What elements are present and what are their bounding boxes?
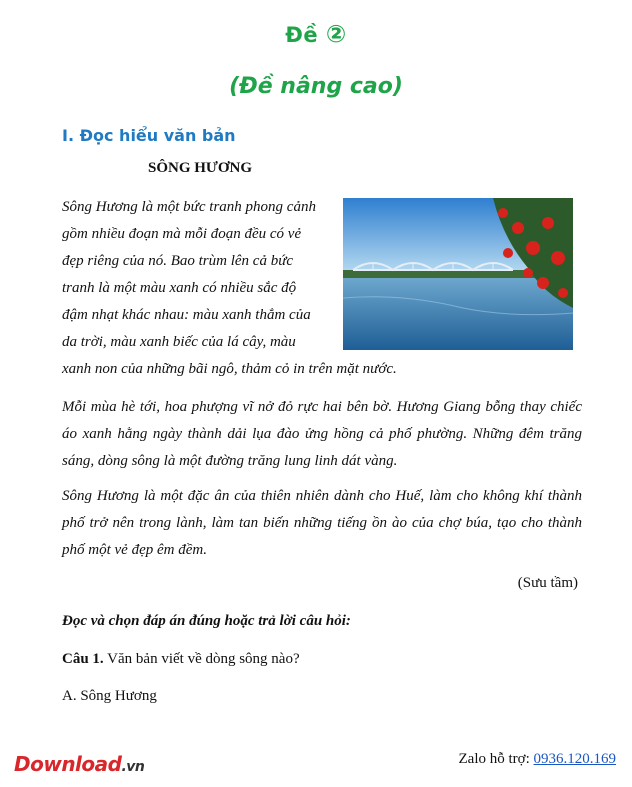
reading-title: SÔNG HƯƠNG	[148, 160, 253, 176]
support-contact	[459, 751, 617, 768]
paragraph-1-line: Sông Hương là một bức tranh phong cảnh	[62, 199, 316, 215]
question-1-option-a: A. Sông Hương	[62, 688, 157, 704]
exam-number: ②	[325, 20, 347, 48]
download-logo[interactable]	[14, 752, 144, 776]
river-photo	[343, 198, 573, 350]
paragraph-2: Mỗi mùa hè tới, hoa phượng vĩ nở đỏ rực hai bên bờ. Hương Giang bỗng thay chiếc áo xanh hằng ngày thành dải lụa đào ửng hồng cả phố phường. Những đêm trăng sáng, dòng sông là một đường trăng lung linh dát vàng.	[62, 399, 582, 469]
paragraph-1-line: da trời, màu xanh biếc của lá cây, màu	[62, 334, 296, 350]
river-photo-illustration	[343, 198, 573, 350]
question-1-text: Văn bản viết về dòng sông nào?	[107, 651, 300, 667]
paragraph-1-line: tranh là một màu xanh có nhiều sắc độ	[62, 280, 297, 296]
exam-title-label: Đề	[285, 23, 319, 47]
paragraph-1-line: gồm nhiều đoạn mà mỗi đoạn đều có vẻ	[62, 226, 302, 242]
support-label: Zalo hỗ trợ:	[458, 751, 530, 767]
exam-subtitle: (Đề nâng cao)	[229, 74, 403, 99]
question-instruction: Đọc và chọn đáp án đúng hoặc trả lời câu hỏi:	[62, 613, 351, 629]
exam-title	[0, 20, 632, 48]
paragraph-3: Sông Hương là một đặc ân của thiên nhiên dành cho Huế, làm cho không khí thành phố trở nên trong lành, làm tan biến những tiếng ồn ào của chợ búa, tạo cho thành phố một vẻ đẹp êm đềm.	[62, 488, 582, 558]
logo-main: Download	[14, 752, 122, 776]
paragraph-1-line: đậm nhạt khác nhau: màu xanh thẳm của	[62, 307, 311, 323]
question-1-label: Câu 1.	[62, 651, 104, 667]
question-1	[62, 651, 300, 668]
logo-suffix: .vn	[121, 759, 145, 775]
paragraph-1	[62, 194, 334, 356]
source-note: (Sưu tầm)	[517, 575, 578, 591]
section-heading: I. Đọc hiểu văn bản	[62, 126, 236, 145]
paragraph-1-tail: xanh non của những bãi ngô, thảm cỏ in trên mặt nước.	[62, 361, 397, 377]
paragraph-1-line: đẹp riêng của nó. Bao trùm lên cả bức	[62, 253, 294, 269]
support-phone-link[interactable]: 0936.120.169	[533, 751, 616, 767]
